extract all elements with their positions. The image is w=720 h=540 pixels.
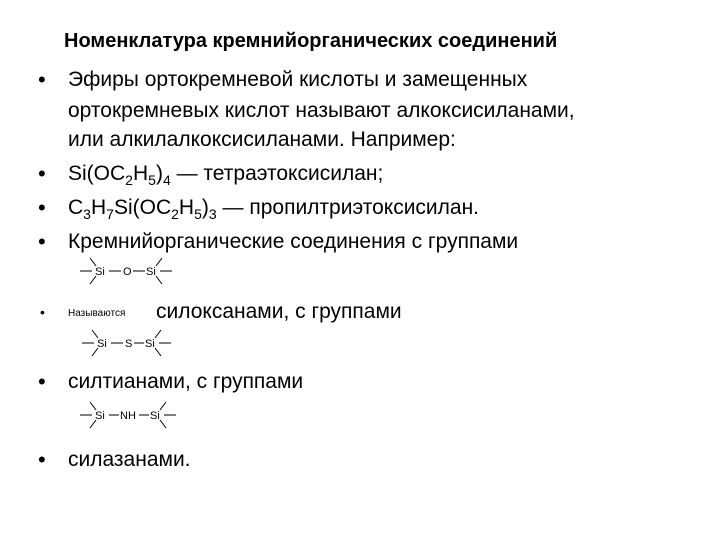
struct-atom: Si	[146, 266, 156, 278]
paragraph-esters-line1: Эфиры ортокремневой кислоты и замещенных	[68, 68, 528, 91]
bullet: •	[38, 161, 46, 186]
subscript: 7	[106, 206, 114, 222]
bullet: •	[40, 304, 45, 320]
struct-atom: NH	[120, 410, 136, 422]
formula-tetraethoxysilane	[68, 160, 383, 188]
struct-atom: Si	[97, 338, 107, 350]
paragraph-silthianes: силтианами, с группами	[68, 370, 304, 393]
bullet: •	[38, 195, 46, 220]
silazane-structure	[76, 398, 196, 434]
formula-part: )	[155, 162, 163, 185]
formula-name: — пропилтриэтоксисилан.	[216, 196, 480, 219]
formula-part: H	[132, 162, 149, 185]
formula-part: Si(OC	[113, 196, 172, 219]
bullet: •	[38, 369, 46, 394]
struct-atom: Si	[150, 410, 160, 422]
silthiane-structure	[78, 326, 188, 362]
struct-atom: Si	[95, 266, 105, 278]
formula-part: )	[201, 196, 209, 219]
formula-part: Si(OC	[68, 162, 126, 185]
paragraph-silazanes: силазанами.	[68, 448, 191, 471]
small-text: Называются	[68, 308, 126, 319]
subscript: 3	[83, 206, 91, 222]
paragraph-esters-line2: ортокремневых кислот называют алкоксисиланами,	[68, 99, 575, 122]
struct-atom: Si	[95, 410, 105, 422]
struct-atom: O	[123, 266, 132, 278]
subscript: 5	[148, 172, 156, 188]
subscript: 3	[208, 206, 217, 222]
subscript: 5	[194, 206, 202, 222]
formula-part: C	[68, 196, 84, 219]
bullet: •	[38, 447, 46, 472]
subscript: 2	[125, 172, 133, 188]
struct-atom: S	[125, 338, 133, 350]
paragraph-siloxanes: силоксанами, с группами	[156, 300, 402, 323]
paragraph-esters-line3: или алкилалкоксисиланами. Например:	[68, 128, 456, 151]
page-title: Номенклатура кремнийорганических соединений	[64, 30, 558, 52]
bullet: •	[38, 67, 46, 92]
formula-name: — тетраэтоксисилан;	[170, 162, 384, 185]
subscript: 4	[162, 172, 171, 188]
formula-part: H	[178, 196, 195, 219]
formula-part: H	[90, 196, 107, 219]
paragraph-groups: Кремнийорганические соединения с группами	[68, 230, 519, 253]
bullet: •	[38, 229, 46, 254]
struct-atom: Si	[145, 338, 155, 350]
siloxane-structure	[76, 254, 186, 290]
formula-propyltriethoxysilane	[68, 194, 479, 222]
subscript: 2	[171, 206, 179, 222]
